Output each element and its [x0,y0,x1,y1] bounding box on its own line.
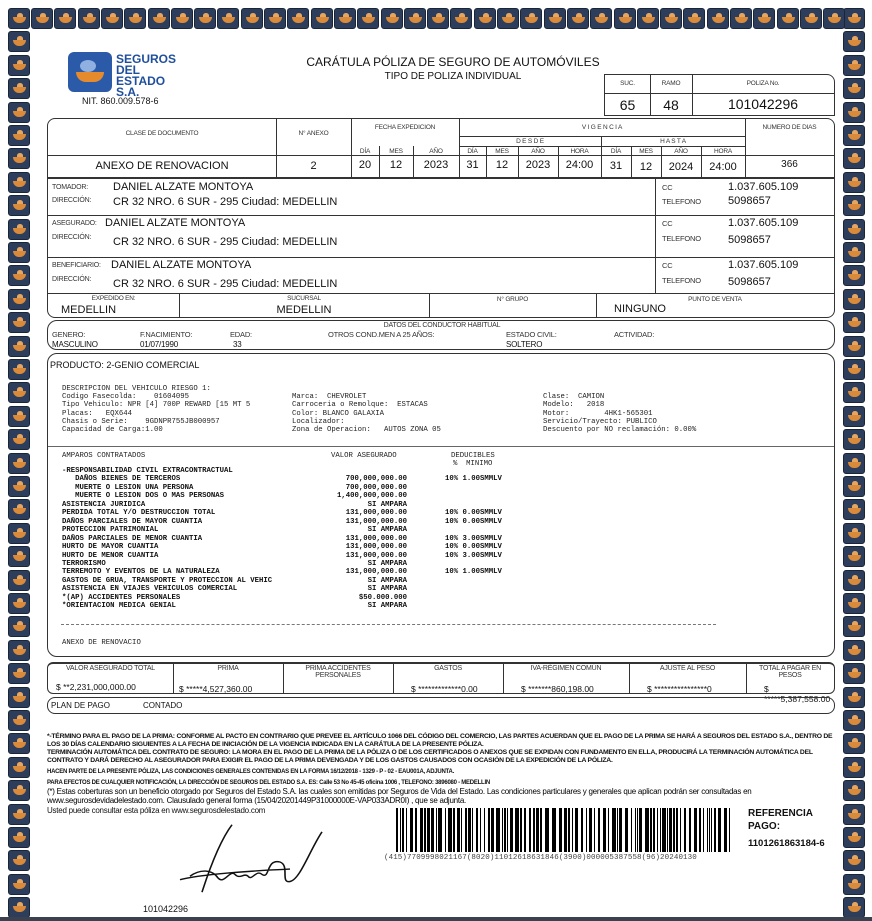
lamp-tile-icon [334,8,356,29]
total-value: $ *****5,387,558.00 [764,684,831,704]
barcode-bar [559,808,562,852]
lamp-tile-icon [427,8,449,29]
lamp-tile-icon [8,382,30,403]
total-label: IVA-RÉGIMEN COMÚN [530,665,602,672]
barcode-bar [476,808,478,852]
lamp-tile-icon [843,429,865,450]
barcode-bar [625,808,628,852]
lamp-tile-icon [843,195,865,216]
lamp-tile-icon [614,8,636,29]
barcode-bar [676,808,678,852]
document-table: CLASE DE DOCUMENTO N° ANEXO FECHA EXPEDICION V I G E N C I A D E S D E H A S T A NUMERO DE DIAS DÍA MES AÑO DÍA MES AÑO HORA DÍA MES AÑO HORA ANEXO DE RENOVACION 2 20 12 2023 31 12 2023 24:00 31 12 2024 24:00 366 [47,118,835,178]
lamp-tile-icon [8,523,30,544]
lamp-tile-icon [8,593,30,614]
lamp-tile-icon [8,757,30,778]
barcode-bar [689,808,691,852]
lamp-tile-icon [843,312,865,333]
lamp-tile-icon [707,8,729,29]
legal-termination: TERMINACIÓN AUTOMÁTICA DEL CONTRATO DE SEGURO: LA MORA EN EL PAGO DE LA PRIMA DE LA PÓLIZA O DE LOS CERTIFICADOS O ANEXOS QUE SE EXPIDAN CON FUNDAMENTO EN ELLA, PRODUCIRÁ LA TERMINACIÓN AUTOMÁTICA DEL CONTRATO Y DARÁ DERECHO AL ASEGURADOR PARA EXIGIR EL PAGO DE LA PRIMA DEVENGADA Y DE LOS GASTOS CAUSADOS CON OCASIÓN DE LA EXPEDICIÓN DE LA PÓLIZA. [47,749,813,764]
legal-text [47,733,847,815]
lamp-tile-icon [8,453,30,474]
total-value: $ *****4,527,360.00 [179,684,253,694]
lamp-logo-icon [68,52,112,92]
barcode-bar [619,808,622,852]
barcode-bar [424,808,426,852]
lamp-tile-icon [8,827,30,848]
barcode-bar [589,808,592,852]
barcode-bar [631,808,632,852]
lamp-tile-icon [8,406,30,427]
lamp-tile-icon [8,570,30,591]
barcode-bar [575,808,578,852]
ramo-value: 48 [663,97,679,113]
lamp-tile-icon [357,8,379,29]
document-subtitle: TIPO DE POLIZA INDIVIDUAL [384,71,522,82]
lamp-tile-icon [101,8,123,29]
lamp-tile-icon [8,616,30,637]
lamp-tile-icon [637,8,659,29]
lamp-tile-icon [730,8,752,29]
lamp-tile-icon [843,476,865,497]
numero-dias: 366 [781,159,798,170]
barcode-bar [406,808,407,852]
lamp-tile-icon [287,8,309,29]
lamp-tile-icon [843,593,865,614]
poliza-value: 101042296 [727,96,799,112]
lamp-tile-icon [843,172,865,193]
barcode-bar [709,808,710,852]
lamp-tile-icon [567,8,589,29]
lamp-tile-icon [8,710,30,731]
barcode-bar [699,808,701,852]
lamp-tile-icon [843,616,865,637]
barcode-bar [724,808,727,852]
issue-row: EXPEDIDO EN: MEDELLIN SUCURSAL MEDELLIN N° GRUPO PUNTO DE VENTA NINGUNO [47,293,835,318]
lamp-tile-icon [8,804,30,825]
lamp-tile-icon [843,850,865,871]
lamp-tile-icon [777,8,799,29]
barcode-bar [427,808,430,852]
legal-notification: PARA EFECTOS DE CUALQUIER NOTIFICACIÓN, LA DIRECCIÓN DE SEGUROS DEL ESTADO S.A. ES: Calle 53 No 45-45 oficina 1006 , TELEFONO: 3896080 - MEDELLIN [47,780,490,786]
barcode-bar [491,808,494,852]
document-title: CARÁTULA PÓLIZA DE SEGURO DE AUTOMÓVILES [306,55,600,69]
barcode-bar [396,808,398,852]
barcode-bar [667,808,668,852]
barcode-text: (415)7709998021167(8020)11012618631846(3900)000005387558(96)20240130 [384,854,697,862]
lamp-tile-icon [843,148,865,169]
lamp-tile-icon [264,8,286,29]
lamp-tile-icon [241,8,263,29]
lamp-tile-icon [843,336,865,357]
barcode-bar [504,808,506,852]
barcode-bar [515,808,519,852]
barcode-bar [445,808,446,852]
total-label: PRIMA ACCIDENTES PERSONALES [305,665,371,679]
lamp-tile-icon [843,31,865,52]
lamp-tile-icon [8,359,30,380]
policy-number-box: SUC. RAMO POLIZA No. 65 48 101042296 [604,74,835,116]
lamp-tile-icon [8,429,30,450]
lamp-tile-icon [8,55,30,76]
barcode-bar [438,808,442,852]
lamp-tile-icon [8,289,30,310]
barcode-bar [586,808,587,852]
barcode-bar [457,808,460,852]
lamp-tile-icon [843,453,865,474]
barcode-bar [502,808,503,852]
total-value: $ *******860,198.00 [521,684,594,694]
barcode-bar [612,808,616,852]
clase-documento: ANEXO DE RENOVACION [95,160,229,172]
consult-link[interactable]: Usted puede consultar esta póliza en www.segurosdelestado.com [47,806,266,815]
barcode-bar [669,808,672,852]
barcode-bar [637,808,638,852]
total-value: $ *************0.00 [411,684,478,694]
lamp-tile-icon [800,8,822,29]
lamp-tile-icon [8,640,30,661]
total-label: AJUSTE AL PESO [659,665,716,672]
barcode-bar [594,808,595,852]
barcode-bar [608,808,609,852]
suc-value: 65 [619,97,636,113]
payment-plan: PLAN DE PAGO CONTADO [47,697,835,714]
barcode-bar [729,808,730,852]
lamp-tile-icon [8,148,30,169]
coverage-note: ANEXO DE RENOVACIO [62,639,141,647]
barcode-bar [524,808,526,852]
lamp-tile-icon [843,546,865,567]
legal-payment-term: *-TÉRMINO PARA EL PAGO DE LA PRIMA: CONFORME AL PACTO EN CONTRARIO QUE PREVEE EL ARTÍCULO 1066 DEL CÓDIGO DEL COMERCIO, LAS PARTES ACUERDAN QUE EL PAGO DE LA PRIMA SE HARÁ A SEGUROS DEL ESTADO S.A., DENTRO DE LOS 30 DÍAS CALENDARIO SIGUIENTES A LA FECHA DE INICIACIÓN DE LA VIGENCIA INDICADA EN LA CARÁTULA DE LA PRESENTE PÓLIZA. [47,733,833,748]
bottom-bar [0,917,872,921]
barcode-bar [400,808,401,852]
barcode-bar [448,808,452,852]
signature-policy-number: 101042296 [143,904,189,914]
totals-row [47,662,835,704]
lamp-tile-icon [8,687,30,708]
lamp-tile-icon [8,312,30,333]
lamp-tile-icon [8,874,30,895]
total-label: PRIMA [217,665,239,672]
lamp-tile-icon [843,359,865,380]
barcode-bar [465,808,467,852]
lamp-tile-icon [8,546,30,567]
lamp-tile-icon [8,733,30,754]
lamp-tile-icon [823,8,845,29]
lamp-tile-icon [8,780,30,801]
lamp-tile-icon [843,523,865,544]
lamp-tile-icon [474,8,496,29]
barcode-bar [673,808,675,852]
barcode-bar [480,808,481,852]
lamp-tile-icon [660,8,682,29]
lamp-tile-icon [843,406,865,427]
lamp-tile-icon [171,8,193,29]
lamp-tile-icon [8,125,30,146]
barcode-bar [703,808,704,852]
barcode-bar [533,808,535,852]
barcode-bar [603,808,606,852]
barcode-bar [431,808,434,852]
barcode-bar [472,808,473,852]
lamp-tile-icon [8,663,30,684]
lamp-tile-icon [843,499,865,520]
lamp-tile-icon [683,8,705,29]
barcode-bar [420,808,423,852]
legal-coverage-note: (*) Estas coberturas son un beneficio otorgado por Seguros del Estado S.A. las cuales son emitidas por Seguros de Vida del Estado. Las condiciones particulares y generales que aplican podrán ser consultadas en www.segurosdevidadelestado.com. Clausulado general forma (15/04/20201449P31000000E-VAP033ADR0I) , que se adjunta. [47,787,752,805]
lamp-tile-icon [8,78,30,99]
total-label: GASTOS [434,665,462,672]
barcode-bar [598,808,600,852]
total-value: $ ****************0 [647,684,712,694]
lamp-tile-icon [8,195,30,216]
barcode-bar [581,808,583,852]
lamp-tile-icon [78,8,100,29]
barcode-bar [718,808,721,852]
lamp-tile-icon [311,8,333,29]
lamp-tile-icon [8,102,30,123]
barcode-bar [572,808,573,852]
lamp-tile-icon [450,8,472,29]
barcode-bar [645,808,649,852]
lamp-tile-icon [843,102,865,123]
signature [140,823,330,901]
lamp-tile-icon [843,78,865,99]
lamp-tile-icon [54,8,76,29]
barcode-bar [657,808,658,852]
barcode-bar [694,808,697,852]
barcode-bar [639,808,642,852]
barcode-bar [653,808,655,852]
barcode-bar [529,808,531,852]
lamp-tile-icon [843,640,865,661]
barcode-bar [496,808,500,852]
lamp-tile-icon [124,8,146,29]
lamp-tile-icon [843,897,865,918]
lamp-tile-icon [843,570,865,591]
lamp-tile-icon [8,336,30,357]
product-name: PRODUCTO: 2-GENIO COMERCIAL [50,360,200,370]
lamp-tile-icon [8,172,30,193]
barcode-bar [707,808,708,852]
barcode-bar [545,808,549,852]
barcode-bar [680,808,681,852]
total-value: $ **2,231,000,000.00 [56,682,136,692]
lamp-tile-icon [843,219,865,240]
persons-section: TOMADOR: DANIEL ALZATE MONTOYA DIRECCIÓN: CR 32 NRO. 6 SUR - 295 Ciudad: MEDELLIN CC 1.037.605.109 TELEFONO 5098657 ASEGURADO: DANIEL ALZATE MONTOYA DIRECCIÓN: CR 32 NRO. 6 SUR - 295 Ciudad: MEDELLIN CC 1.037.605.109 TELEFONO 5098657 BENEFICIARIO: DANIEL ALZATE MONTOYA DIRECCIÓN: CR 32 NRO. 6 SUR - 295 Ciudad: MEDELLIN CC 1.037.605.109 TELEFONO 5098657 [47,178,835,294]
lamp-tile-icon [8,8,30,29]
lamp-tile-icon [404,8,426,29]
barcode-bar [536,808,539,852]
lamp-tile-icon [31,8,53,29]
lamp-tile-icon [843,382,865,403]
lamp-tile-icon [843,687,865,708]
lamp-tile-icon [590,8,612,29]
lamp-tile-icon [8,31,30,52]
total-label: TOTAL A PAGAR EN PESOS [759,665,821,679]
legal-conditions: HACEN PARTE DE LA PRESENTE PÓLIZA, LAS CONDICIONES GENERALES CONTENIDAS EN LA FORMA 16/12/2018 - 1329 - P - 02 - EAU001A, ADJUNTA. [47,769,455,775]
barcode-bar [660,808,661,852]
lamp-tile-icon [8,265,30,286]
barcode-bar [711,808,712,852]
barcode-bar [552,808,556,852]
total-label: VALOR ASEGURADO TOTAL [65,665,156,672]
lamp-tile-icon [843,242,865,263]
lamp-tile-icon [520,8,542,29]
company-logo: SEGUROS DEL ESTADO S.A. [68,50,180,96]
lamp-tile-icon [843,663,865,684]
lamp-tile-icon [8,850,30,871]
barcode-bar [540,808,542,852]
barcode-bar [468,808,471,852]
lamp-tile-icon [8,499,30,520]
payment-reference: 1101261863184-6 [748,838,825,849]
vehicle-description: DESCRIPCION DEL VEHICULO RIESGO 1: Codigo Fasecolda: 01604095 Tipo Vehiculo: NPR [4] 700P REWARD [15 MT 5 Placas: EQX644 Chasis o Serie: 9GDNPR755JB000957 Capacidad de Carga:1.00 [62,385,251,435]
barcode-bar [453,808,455,852]
numero-anexo: 2 [310,160,317,172]
lamp-tile-icon [843,874,865,895]
barcode-bar [662,808,666,852]
lamp-tile-icon [217,8,239,29]
lamp-tile-icon [194,8,216,29]
payment-barcode [396,808,732,852]
habitual-driver-section: DATOS DEL CONDUCTOR HABITUAL GENERO: MASCULINO F.NACIMIENTO: 01/07/1990 EDAD: 33 OTROS COND.MEN A 25 AÑOS: ESTADO CIVIL: SOLTERO ACTIVIDAD: [47,320,835,350]
barcode-bar [410,808,413,852]
barcode-bar [684,808,686,852]
barcode-bar [436,808,437,852]
lamp-tile-icon [148,8,170,29]
lamp-tile-icon [381,8,403,29]
lamp-tile-icon [843,289,865,310]
barcode-bar [564,808,567,852]
barcode-bar [635,808,636,852]
barcode-bar [415,808,417,852]
lamp-tile-icon [843,710,865,731]
lamp-tile-icon [8,476,30,497]
barcode-bar [617,808,618,852]
barcode-bar [714,808,716,852]
lamp-tile-icon [8,219,30,240]
barcode-bar [484,808,485,852]
product-section: PRODUCTO: 2-GENIO COMERCIAL DESCRIPCION DEL VEHICULO RIESGO 1: Codigo Fasecolda: 01604095 Tipo Vehiculo: NPR [4] 700P REWARD [15 MT 5 Placas: EQX644 Chasis o Serie: 9GDNPR755JB000957 Capacidad de Carga:1.00 Marca: CHEVROLET Carroceria o Remolque: ESTACAS Color: BLANCO GALAXIA Localizador: Zona de Operacion: AUTOS ZONA 05 Clase: CAMION Modelo: 2018 Motor: 4HK1-565301 Servicio/Trayecto: PUBLICO Descuento por NO reclamación: 0.00% AMPAROS CONTRATADOS VALOR ASEGURADO DEDUCIBLES % MINIMO -RESPONSABILIDAD CIVIL EXTRACONTRACTUAL DAÑOS BIENES DE TERCEROS 700,000,000.00 10% 1.00SMMLV MUERTE O LESION UNA PERSONA 700,000,000.00 MUERTE O LESION DOS O MAS PERSONAS 1,400,000,000.00 ASISTENCIA JURIDICA SI AMPARA PERDIDA TOTAL Y/O DESTRUCCION TOTAL 131,000,000.00 10% 0.00SMMLV DAÑOS PARCIALES DE MAYOR CUANTIA 131,000,000.00 10% 0.00SMMLV PROTECCION PATRIMONIAL SI AMPARA DAÑOS PARCIALES DE MENOR CUANTIA 131,000,000.00 10% 3.00SMMLV HURTO DE MAYOR CUANTIA 131,000,000.00 10% 0.00SMMLV HURTO DE MENOR CUANTIA 131,000,000.00 10% 3.00SMMLV TERRORISMO SI AMPARA TERREMOTO Y EVENTOS DE LA NATURALEZA 131,000,000.00 10% 1.00SMMLV GASTOS DE GRUA, TRANSPORTE Y PROTECCION AL VEHIC SI AMPARA ASISTENCIA EN VIAJES VEHICULOS COMERCIAL SI AMPARA *(AP) ACCIDENTES PERSONALES $50.000.000 *ORIENTACION MEDICA GENIAL SI AMPARA ANEXO DE RENOVACIO [47,353,835,657]
barcode-bar [568,808,570,852]
barcode-bar [510,808,513,852]
barcode-bar [520,808,522,852]
barcode-bar [507,808,508,852]
company-nit: NIT. 860.009.578-6 [82,96,159,106]
barcode-bar [461,808,462,852]
lamp-tile-icon [8,897,30,918]
lamp-tile-icon [843,265,865,286]
barcode-bar [650,808,652,852]
lamp-tile-icon [497,8,519,29]
lamp-tile-icon [843,125,865,146]
lamp-tile-icon [843,55,865,76]
lamp-tile-icon [544,8,566,29]
barcode-bar [402,808,404,852]
lamp-tile-icon [843,827,865,848]
lamp-tile-icon [843,8,865,29]
barcode-bar [488,808,490,852]
lamp-tile-icon [8,242,30,263]
lamp-tile-icon [753,8,775,29]
